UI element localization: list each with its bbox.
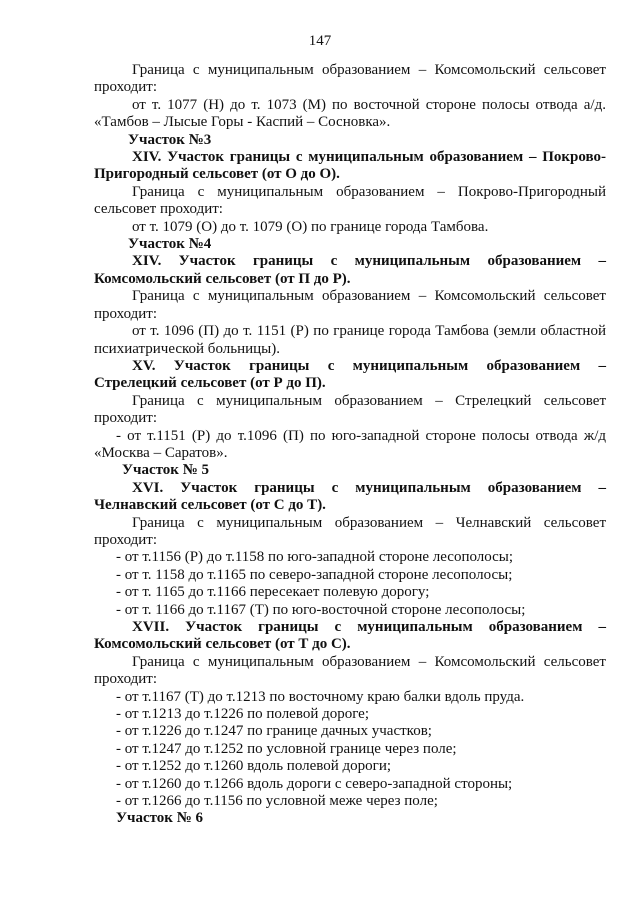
text-line: XIV. Участок границы с муниципальным образованием – Покрово- [132, 149, 606, 166]
text-line: от т. 1077 (Н) до т. 1073 (М) по восточной стороне полосы отвода а/д. [132, 96, 606, 113]
text-line: - от т. 1166 до т.1167 (Т) по юго-восточной стороне лесополосы; [116, 601, 526, 618]
text-line: - от т.1247 до т.1252 по условной границе через поле; [116, 740, 457, 757]
text-line: сельсовет проходит: [94, 201, 223, 218]
text-line: - от т.1167 (Т) до т.1213 по восточному краю балки вдоль пруда. [116, 688, 525, 705]
text-line: Комсомольский сельсовет (от П до Р). [94, 270, 351, 287]
text-line: Граница с муниципальным образованием – Челнавский сельсовет [132, 514, 606, 531]
text-line: Участок №4 [128, 236, 212, 253]
text-line: «Москва – Саратов». [94, 444, 228, 461]
document-body [94, 62, 606, 828]
text-line: проходит: [94, 671, 158, 688]
text-line: Участок № 6 [116, 810, 204, 827]
text-line: Челнавский сельсовет (от С до Т). [94, 497, 326, 514]
text-line: Участок №3 [128, 131, 212, 148]
text-line: XV. Участок границы с муниципальным образованием – [132, 357, 606, 374]
text-line: Граница с муниципальным образованием – Комсомольский сельсовет [132, 653, 606, 670]
text-line: Граница с муниципальным образованием – Комсомольский сельсовет [132, 288, 606, 305]
text-line: от т. 1079 (О) до т. 1079 (О) по границе города Тамбова. [132, 218, 489, 235]
text-line: Стрелецкий сельсовет (от Р до П). [94, 375, 326, 392]
text-line: Граница с муниципальным образованием – Покрово-Пригородный [132, 183, 606, 200]
text-line: Граница с муниципальным образованием – Комсомольский сельсовет [132, 62, 606, 78]
text-line: - от т.1156 (Р) до т.1158 по юго-западной стороне лесополосы; [116, 549, 514, 566]
text-line: Граница с муниципальным образованием – Стрелецкий сельсовет [132, 392, 606, 409]
page-number: 147 [308, 33, 332, 49]
text-line: - от т.1151 (Р) до т.1096 (П) по юго-западной стороне полосы отвода ж/д [116, 427, 606, 444]
text-line: психиатрической больницы). [94, 340, 280, 357]
text-line: - от т.1226 до т.1247 по границе дачных участков; [116, 723, 432, 740]
text-line: Пригородный сельсовет (от О до О). [94, 166, 340, 183]
text-line: «Тамбов – Лысые Горы - Каспий – Сосновка». [94, 114, 391, 131]
text-line: - от т. 1158 до т.1165 по северо-западной стороне лесополосы; [116, 566, 513, 583]
text-line: - от т.1252 до т.1260 вдоль полевой дороги; [116, 758, 392, 775]
text-line: XVII. Участок границы с муниципальным образованием – [132, 619, 606, 635]
text-line: - от т.1260 до т.1266 вдоль дороги с северо-западной стороны; [116, 775, 513, 792]
text-line: проходит: [94, 305, 158, 322]
text-line: - от т. 1165 до т.1166 пересекает полевую дорогу; [116, 584, 430, 601]
text-line: XVI. Участок границы с муниципальным образованием – [132, 479, 606, 496]
text-line: - от т.1266 до т.1156 по условной меже через поле; [116, 793, 438, 810]
text-line: Комсомольский сельсовет (от Т до С). [94, 636, 351, 653]
text-line: XIV. Участок границы с муниципальным образованием – [132, 253, 606, 270]
text-line: проходит: [94, 531, 158, 548]
text-line: проходит: [94, 79, 158, 96]
text-line: проходит: [94, 410, 158, 427]
text-line: Участок № 5 [122, 462, 210, 479]
text-line: - от т.1213 до т.1226 по полевой дороге; [116, 706, 370, 723]
text-line: от т. 1096 (П) до т. 1151 (Р) по границе города Тамбова (земли областной [132, 323, 606, 340]
